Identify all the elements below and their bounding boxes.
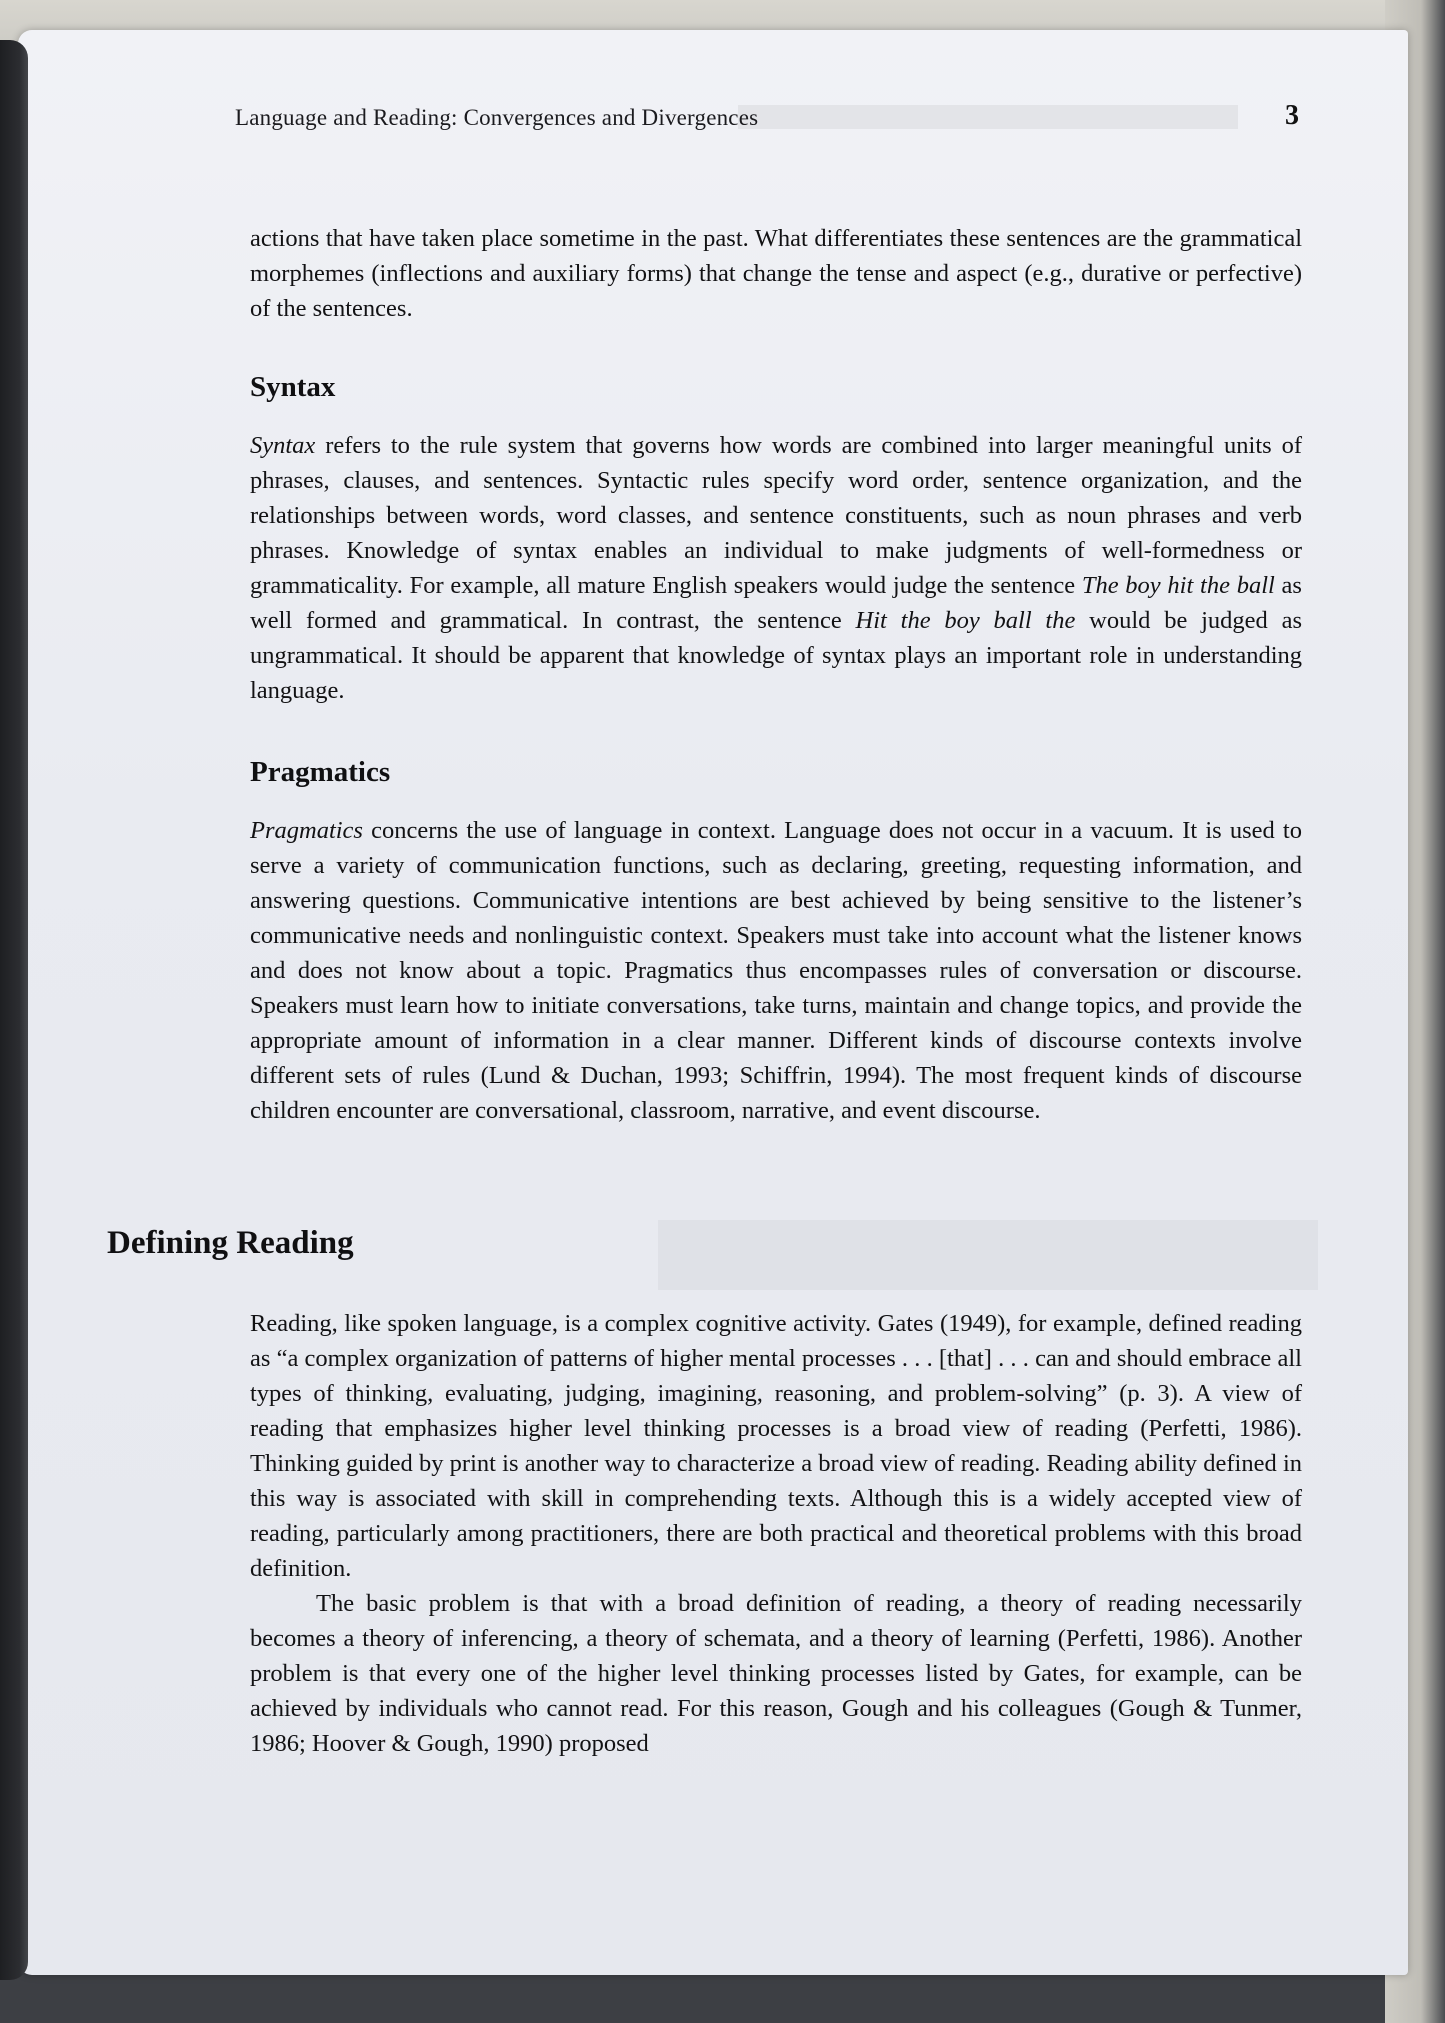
syntax-text-part1: refers to the rule system that governs how words are combined into larger meaningful units of phrases, clauses, and sentences. Syntactic rules specify word order, sentence organization, and the relationships between words, word classes, and sentence constituents, such as noun phrases and verb phrases. Knowledge of syntax enables an individual to make judgments of well-formedness or grammaticality. For example, all mature English speakers would judge the sentence [250, 432, 1302, 599]
opening-paragraph [250, 221, 1302, 326]
syntax-paragraph [250, 428, 1302, 708]
pragmatics-body: concerns the use of language in context. Language does not occur in a vacuum. It is used to serve a variety of communication functions, such as declaring, greeting, requesting information, and answering questions. Communicative intentions are best achieved by being sensitive to the listener’s communicative needs and nonlinguistic context. Speakers must take into account what the listener knows and does not know about a topic. Pragmatics thus encompasses rules of conversation or discourse. Speakers must learn how to initiate conversations, take turns, maintain and change topics, and provide the appropriate amount of information in a clear manner. Different kinds of discourse contexts involve different sets of rules (Lund & Duchan, 1993; Schiffrin, 1994). The most frequent kinds of discourse children encounter are conversational, classroom, narrative, and event discourse. [250, 817, 1302, 1124]
pragmatics-heading: Pragmatics [250, 756, 391, 788]
running-header: Language and Reading: Convergences and Divergences [235, 105, 759, 130]
pragmatics-text [250, 813, 1302, 1128]
bleed-through-shadow [738, 105, 1238, 129]
opening-text: actions that have taken place sometime in the past. What differentiates these sentences are the grammatical morphemes (inflections and auxiliary forms) that change the tense and aspect (e.g., durative or perfective) of the sentences. [250, 225, 1302, 322]
bleed-through-shadow [658, 1220, 1318, 1290]
syntax-text-part2: as well formed and grammatical. In contrast, the sentence [250, 572, 1302, 634]
syntax-example-grammatical: The boy hit the ball [1081, 572, 1275, 599]
syntax-text [250, 428, 1302, 708]
syntax-text-part3: would be judged as ungrammatical. It should be apparent that knowledge of syntax plays an important role in understanding language. [250, 607, 1302, 704]
syntax-term: Syntax [250, 432, 316, 459]
pragmatics-paragraph [250, 813, 1302, 1128]
syntax-heading: Syntax [250, 371, 336, 403]
defining-reading-paragraph-2: The basic problem is that with a broad definition of reading, a theory of reading necessarily becomes a theory of inferencing, a theory of schemata, and a theory of learning (Perfetti, 1986). Another problem is that every one of the higher level thinking processes listed by Gates, for example, can be achieved by individuals who cannot read. For this reason, Gough and his colleagues (Gough & Tunmer, 1986; Hoover & Gough, 1990) proposed [250, 1590, 1302, 1757]
book-spine-shadow [0, 40, 28, 1980]
defining-reading-paragraph-1: Reading, like spoken language, is a complex cognitive activity. Gates (1949), for example, defined reading as “a complex organization of patterns of higher mental processes . . . [that] . . . can and should embrace all types of thinking, evaluating, judging, imagining, reasoning, and problem-solving” (p. 3). A view of reading that emphasizes higher level thinking processes is a broad view of reading (Perfetti, 1986). Thinking guided by print is another way to characterize a broad view of reading. Reading ability defined in this way is associated with skill in comprehending texts. Although this is a widely accepted view of reading, particularly among practitioners, there are both practical and theoretical problems with this broad definition. [250, 1310, 1302, 1582]
defining-reading-heading: Defining Reading [107, 1225, 354, 1261]
pragmatics-term: Pragmatics [250, 817, 363, 844]
page-number: 3 [1285, 100, 1299, 131]
defining-reading-body [250, 1306, 1302, 1761]
syntax-example-ungrammatical: Hit the boy ball the [855, 607, 1076, 634]
